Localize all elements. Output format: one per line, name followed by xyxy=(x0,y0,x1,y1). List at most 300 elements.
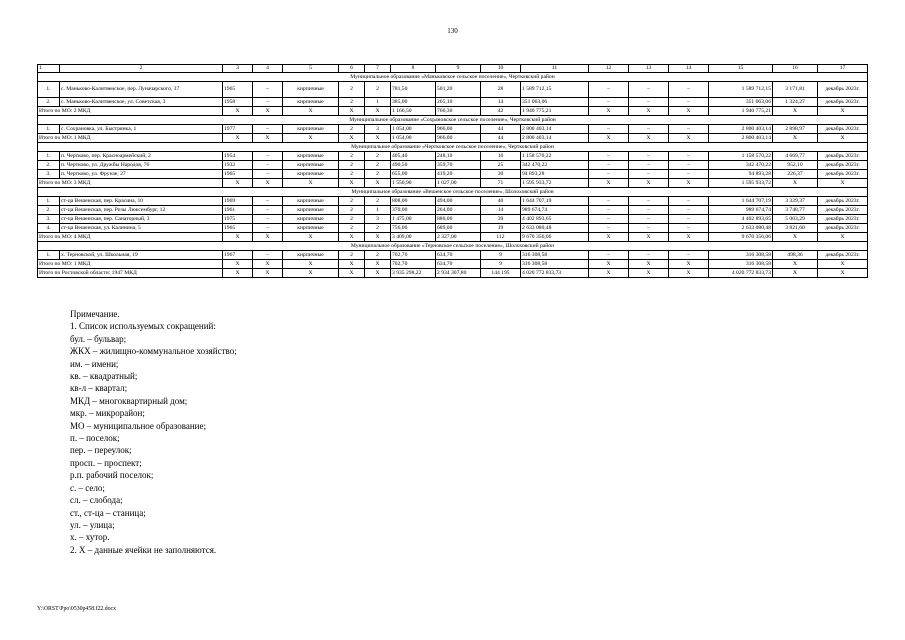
total-cell: X xyxy=(339,107,365,116)
table-cell-c8: 1 054,00 xyxy=(391,125,436,134)
table-cell-c17: декабрь 2023г. xyxy=(818,251,868,260)
table-cell-c13: – xyxy=(629,224,669,233)
total-cell: X xyxy=(589,179,629,188)
table-cell-c7: 3 xyxy=(365,215,391,224)
table-cell-c11: 2 633 080,48 xyxy=(521,224,589,233)
table-cell-c10: 40 xyxy=(481,197,521,206)
table-cell-addr: п. Чертково, ул. Фрунзе, 27 xyxy=(60,170,223,179)
total-cell: 2 800 403,14 xyxy=(709,134,773,143)
table-cell-c4: – xyxy=(253,152,283,161)
table-cell-c16: 5 003,29 xyxy=(773,215,818,224)
total-cell: 1 595 933,72 xyxy=(521,179,589,188)
total-cell: 9 670 356,06 xyxy=(521,233,589,242)
total-cell: 3 409,00 xyxy=(391,233,436,242)
table-cell-c7: 3 xyxy=(365,125,391,134)
table-cell-year: 1954 xyxy=(223,152,253,161)
table-cell-c9: 966,00 xyxy=(436,125,481,134)
table-cell-year: 1965 xyxy=(223,170,253,179)
table-cell-n: 1. xyxy=(38,152,60,161)
table-cell-c6: 2 xyxy=(339,82,365,98)
note-line: МО – муниципальное образование; xyxy=(70,420,206,431)
table-cell-year: 1977 xyxy=(223,125,253,134)
table-row xyxy=(38,125,868,134)
column-number-cell: 2 xyxy=(60,65,223,73)
table-cell-c6: 2 xyxy=(339,161,365,170)
table-row xyxy=(38,251,868,260)
table-cell-c16: 952,10 xyxy=(773,161,818,170)
total-cell: 2 327,00 xyxy=(436,233,481,242)
table-cell-c12: – xyxy=(589,224,629,233)
table-cell-c9: 689,00 xyxy=(436,224,481,233)
table-cell-c13: – xyxy=(629,125,669,134)
table-cell-mat: кирпичные xyxy=(283,152,339,161)
table-cell-year: 1958 xyxy=(223,98,253,107)
total-cell: X xyxy=(669,134,709,143)
column-number-cell: 17 xyxy=(818,65,868,73)
table-cell-c4: – xyxy=(253,215,283,224)
total-cell: X xyxy=(773,107,818,116)
table-cell-c8: 781,50 xyxy=(391,82,436,98)
section-title: Муниципальное образование «Терновское сельское поселение», Шолоховский район xyxy=(38,242,868,251)
table-cell-c14: – xyxy=(669,82,709,98)
table-cell-c8: 702,70 xyxy=(391,251,436,260)
table-cell-c14: – xyxy=(669,125,709,134)
total-cell: X xyxy=(669,233,709,242)
table-cell-c12: – xyxy=(589,251,629,260)
table-cell-c8: 655,00 xyxy=(391,170,436,179)
table-cell-c15: 316 308,58 xyxy=(709,251,773,260)
note-line: им. – имени; xyxy=(70,358,119,369)
table-cell-addr: с. Сохрановка, ул. Быстрянка, 1 xyxy=(60,125,223,134)
register-table xyxy=(37,64,868,278)
table-row xyxy=(38,197,868,206)
table-cell-addr: п. Чертково, пер. Красноармейский, 2 xyxy=(60,152,223,161)
column-number-cell: 10 xyxy=(481,65,521,73)
total-cell: X xyxy=(629,107,669,116)
section-title: Муниципальное образование «Вешенское сельское поселение», Шолоховский район xyxy=(38,188,868,197)
total-cell: X xyxy=(283,269,339,278)
column-number-cell: 15 xyxy=(709,65,773,73)
table-cell-c16: 498,36 xyxy=(773,251,818,260)
table-cell-c13: – xyxy=(629,152,669,161)
table-cell-c14: – xyxy=(669,98,709,107)
table-cell-c4: – xyxy=(253,98,283,107)
table-cell-n: 2. xyxy=(38,98,60,107)
total-cell: X xyxy=(589,134,629,143)
total-label: Итого по МО: 2 МКД xyxy=(38,107,223,116)
total-cell: X xyxy=(283,260,339,269)
section-title-row xyxy=(38,116,868,125)
total-cell: X xyxy=(773,260,818,269)
table-cell-c8: 808,00 xyxy=(391,197,436,206)
total-cell: X xyxy=(365,233,391,242)
table-cell-mat: кирпичные xyxy=(283,206,339,215)
total-cell: X xyxy=(818,260,868,269)
table-cell-c12: – xyxy=(589,215,629,224)
register-table-wrap xyxy=(37,64,867,278)
total-cell: 1 595 933,72 xyxy=(709,179,773,188)
table-cell-addr: ст-ца Вешенская, пер. Розы Люксембург, 12 xyxy=(60,206,223,215)
table-cell-addr: ст-ца Вешенская, пер. Красина, 10 xyxy=(60,197,223,206)
column-number-cell: 5 xyxy=(283,65,339,73)
table-cell-c9: 264,00 xyxy=(436,206,481,215)
table-row xyxy=(38,98,868,107)
section-title: Муниципальное образование «Сохрановское сельское поселение», Чертковский район xyxy=(38,116,868,125)
total-cell: X xyxy=(818,269,868,278)
table-cell-c17: декабрь 2023г. xyxy=(818,82,868,98)
note-line: ст., ст-ца – станица; xyxy=(70,507,146,518)
table-cell-mat: кирпичные xyxy=(283,251,339,260)
table-cell-c11: 351 063,06 xyxy=(521,98,589,107)
total-label: Итого по Ростовской области: 1947 МКД xyxy=(38,269,223,278)
table-cell-n: 3. xyxy=(38,215,60,224)
table-cell-c17: декабрь 2023г. xyxy=(818,161,868,170)
section-title: Муниципальное образование «Чертковское сельское поселение», Чертковский район xyxy=(38,143,868,152)
note-line: МКД – многоквартирный дом; xyxy=(70,395,188,406)
table-cell-c17: декабрь 2023г. xyxy=(818,206,868,215)
total-cell: X xyxy=(339,134,365,143)
table-cell-c11: 342 470,22 xyxy=(521,161,589,170)
table-cell-c13: – xyxy=(629,215,669,224)
table-cell-c9: 501,20 xyxy=(436,82,481,98)
table-cell-c17: декабрь 2023г. xyxy=(818,170,868,179)
table-cell-c12: – xyxy=(589,98,629,107)
total-cell: X xyxy=(253,260,283,269)
total-cell: X xyxy=(223,107,253,116)
note-line: сл. – слобода; xyxy=(70,495,123,506)
note-line: х. – хутор. xyxy=(70,532,110,543)
file-path-footer: Y:\ORST\Ppo\0530p458.f22.docx xyxy=(37,606,117,612)
column-number-cell: 13 xyxy=(629,65,669,73)
table-cell-c15: 1 589 712,15 xyxy=(709,82,773,98)
table-cell-c17: декабрь 2023г. xyxy=(818,125,868,134)
table-cell-c15: 342 470,22 xyxy=(709,161,773,170)
table-cell-n: 2. xyxy=(38,206,60,215)
table-cell-n: 3. xyxy=(38,170,60,179)
total-cell: X xyxy=(818,179,868,188)
section-total-row xyxy=(38,233,868,242)
table-cell-c12: – xyxy=(589,161,629,170)
total-cell: 4 020 772 833,73 xyxy=(709,269,773,278)
total-cell: X xyxy=(589,233,629,242)
table-cell-mat: кирпичные xyxy=(283,82,339,98)
note-line: с. – село; xyxy=(70,482,105,493)
table-cell-c9: 248,10 xyxy=(436,152,481,161)
total-cell: X xyxy=(223,269,253,278)
note-line: 2. Х – данные ячейки не заполняются. xyxy=(70,544,217,555)
total-cell: X xyxy=(773,179,818,188)
table-cell-c16: 3 329,37 xyxy=(773,197,818,206)
table-cell-c8: 1 475,00 xyxy=(391,215,436,224)
table-cell-c4: – xyxy=(253,82,283,98)
total-cell: X xyxy=(669,179,709,188)
table-cell-c6: 2 xyxy=(339,215,365,224)
column-number-cell: 7 xyxy=(365,65,391,73)
table-cell-c7: 2 xyxy=(365,197,391,206)
note-line: р.п. рабочий поселок; xyxy=(70,470,154,481)
table-cell-addr: с. Маньково-Калитвенское, пер. Луначарского, 37 xyxy=(60,82,223,98)
table-cell-addr: ст-ца Вешенская, пер. Санаторный, 3 xyxy=(60,215,223,224)
note-line: 1. Список используемых сокращений: xyxy=(70,321,216,332)
total-cell: 634,70 xyxy=(436,260,481,269)
table-cell-c14: – xyxy=(669,215,709,224)
table-cell-c6: 2 xyxy=(339,125,365,134)
total-cell: 1 166,50 xyxy=(391,107,436,116)
table-cell-c7: 1 xyxy=(365,206,391,215)
total-cell: X xyxy=(669,269,709,278)
section-total-row xyxy=(38,179,868,188)
column-number-cell: 9 xyxy=(436,65,481,73)
total-cell: X xyxy=(773,233,818,242)
table-cell-c16: 3 821,60 xyxy=(773,224,818,233)
table-cell-mat: кирпичные xyxy=(283,215,339,224)
total-cell: 4 020 772 833,73 xyxy=(521,269,589,278)
section-total-row xyxy=(38,107,868,116)
table-cell-c9: 634,70 xyxy=(436,251,481,260)
table-cell-year: 1967 xyxy=(223,251,253,260)
table-cell-c14: – xyxy=(669,224,709,233)
column-number-cell: 12 xyxy=(589,65,629,73)
note-line: кв. – квадратный; xyxy=(70,371,138,382)
table-cell-mat: кирпичные xyxy=(283,197,339,206)
table-cell-c9: 880,00 xyxy=(436,215,481,224)
total-label: Итого по МО: 1 МКД xyxy=(38,134,223,143)
total-cell: X xyxy=(253,107,283,116)
grand-total-row xyxy=(38,269,868,278)
table-cell-n: 1. xyxy=(38,125,60,134)
table-cell-addr: ст-ца Вешенская, ул. Калинина, 5 xyxy=(60,224,223,233)
table-cell-year: 1965 xyxy=(223,224,253,233)
notes-list xyxy=(70,320,237,556)
column-number-cell: 1 xyxy=(38,65,60,73)
table-cell-c9: 359,70 xyxy=(436,161,481,170)
total-cell: X xyxy=(339,233,365,242)
table-cell-c7: 2 xyxy=(365,161,391,170)
table-cell-c11: 2 800 403,14 xyxy=(521,125,589,134)
total-cell: X xyxy=(818,233,868,242)
table-cell-c11: 94 893,28 xyxy=(521,170,589,179)
total-cell: X xyxy=(773,134,818,143)
table-cell-c6: 2 xyxy=(339,197,365,206)
table-cell-c12: – xyxy=(589,152,629,161)
table-cell-c4: – xyxy=(253,125,283,134)
total-cell: 2 800 403,14 xyxy=(521,134,589,143)
total-cell: X xyxy=(339,179,365,188)
table-cell-c16: 1 324,27 xyxy=(773,98,818,107)
note-line: пер. – переулок; xyxy=(70,445,132,456)
total-cell: X xyxy=(629,260,669,269)
total-cell: X xyxy=(589,260,629,269)
section-title-row xyxy=(38,188,868,197)
notes-title: Примечание. xyxy=(70,309,120,319)
table-cell-c10: 14 xyxy=(481,98,521,107)
total-cell: 316 308,58 xyxy=(521,260,589,269)
column-number-row xyxy=(38,65,868,73)
table-cell-c14: – xyxy=(669,206,709,215)
table-cell-c8: 370,00 xyxy=(391,206,436,215)
table-cell-c8: 490,50 xyxy=(391,161,436,170)
total-cell: 316 308,58 xyxy=(709,260,773,269)
table-cell-mat: кирпичные xyxy=(283,161,339,170)
table-cell-n: 1. xyxy=(38,251,60,260)
table-cell-c8: 405,40 xyxy=(391,152,436,161)
table-cell-c11: 1 644 707,19 xyxy=(521,197,589,206)
total-cell: X xyxy=(629,233,669,242)
total-cell: X xyxy=(589,107,629,116)
note-line: кв-л – квартал; xyxy=(70,383,128,394)
table-row xyxy=(38,224,868,233)
table-row xyxy=(38,82,868,98)
table-cell-c13: – xyxy=(629,197,669,206)
section-title-row xyxy=(38,143,868,152)
table-cell-c7: 1 xyxy=(365,98,391,107)
note-line: ЖКХ – жилищно-коммунальное хозяйство; xyxy=(70,346,237,357)
table-cell-c4: – xyxy=(253,170,283,179)
total-cell: X xyxy=(253,233,283,242)
total-cell: 1 054,00 xyxy=(391,134,436,143)
column-number-cell: 3 xyxy=(223,65,253,73)
total-cell: X xyxy=(589,269,629,278)
total-cell: 42 xyxy=(481,107,521,116)
table-cell-c11: 1 158 570,22 xyxy=(521,152,589,161)
total-cell: X xyxy=(223,179,253,188)
table-cell-n: 4. xyxy=(38,224,60,233)
total-label: Итого по МО: 1 МКД xyxy=(38,260,223,269)
note-line: ул. – улица; xyxy=(70,519,115,530)
table-cell-c10: 28 xyxy=(481,82,521,98)
table-row xyxy=(38,170,868,179)
table-cell-n: 2. xyxy=(38,161,60,170)
total-label: Итого по МО: 4 МКД xyxy=(38,233,223,242)
total-cell: 1 027,00 xyxy=(436,179,481,188)
table-cell-c4: – xyxy=(253,161,283,170)
table-cell-c15: 2 800 403,14 xyxy=(709,125,773,134)
table-cell-c17: декабрь 2023г. xyxy=(818,152,868,161)
table-cell-c4: – xyxy=(253,224,283,233)
total-cell: X xyxy=(283,134,339,143)
table-cell-c7: 2 xyxy=(365,152,391,161)
table-cell-addr: х. Терновской, ул. Школьная, 19 xyxy=(60,251,223,260)
table-cell-c11: 989 674,74 xyxy=(521,206,589,215)
total-cell: X xyxy=(818,134,868,143)
total-cell: X xyxy=(223,134,253,143)
table-cell-c17: декабрь 2023г. xyxy=(818,197,868,206)
table-row xyxy=(38,206,868,215)
table-cell-c16: 2 898,97 xyxy=(773,125,818,134)
total-cell: X xyxy=(365,260,391,269)
total-cell: 9 670 356,06 xyxy=(709,233,773,242)
table-cell-c14: – xyxy=(669,170,709,179)
total-cell: X xyxy=(283,179,339,188)
total-cell: 1 940 775,21 xyxy=(709,107,773,116)
note-line: мкр. – микрорайон; xyxy=(70,408,145,419)
table-cell-c17: декабрь 2023г. xyxy=(818,98,868,107)
table-cell-c17: декабрь 2023г. xyxy=(818,215,868,224)
table-cell-c13: – xyxy=(629,170,669,179)
total-cell: 2 934 307,80 xyxy=(436,269,481,278)
table-cell-c15: 4 402 893,65 xyxy=(709,215,773,224)
table-cell-year: 1965 xyxy=(223,82,253,98)
table-cell-c15: 2 633 080,48 xyxy=(709,224,773,233)
table-cell-c6: 2 xyxy=(339,98,365,107)
section-title: Муниципальное образование «Маньковское сельское поселение», Чертковский район xyxy=(38,73,868,82)
section-title-row xyxy=(38,73,868,82)
table-cell-c12: – xyxy=(589,125,629,134)
table-cell-c13: – xyxy=(629,82,669,98)
total-cell: 112 xyxy=(481,233,521,242)
table-cell-year: 1932 xyxy=(223,161,253,170)
table-cell-c14: – xyxy=(669,161,709,170)
table-cell-c12: – xyxy=(589,82,629,98)
table-cell-c6: 2 xyxy=(339,251,365,260)
table-row xyxy=(38,152,868,161)
total-cell: X xyxy=(253,134,283,143)
table-cell-c7: 2 xyxy=(365,224,391,233)
table-cell-mat: кирпичные xyxy=(283,170,339,179)
table-cell-c10: 19 xyxy=(481,224,521,233)
total-cell: X xyxy=(223,260,253,269)
column-number-cell: 8 xyxy=(391,65,436,73)
table-cell-c15: 989 674,74 xyxy=(709,206,773,215)
table-cell-c14: – xyxy=(669,251,709,260)
table-cell-c12: – xyxy=(589,197,629,206)
table-cell-c13: – xyxy=(629,161,669,170)
section-total-row xyxy=(38,260,868,269)
total-cell: X xyxy=(669,260,709,269)
table-row xyxy=(38,161,868,170)
table-cell-c11: 316 308,58 xyxy=(521,251,589,260)
table-cell-mat: кирпичные xyxy=(283,125,339,134)
total-cell: 1 940 775,21 xyxy=(521,107,589,116)
table-cell-c4: – xyxy=(253,251,283,260)
total-cell: X xyxy=(365,107,391,116)
table-cell-c15: 94 893,28 xyxy=(709,170,773,179)
table-cell-c10: 25 xyxy=(481,161,521,170)
total-cell: X xyxy=(283,107,339,116)
total-cell: X xyxy=(339,269,365,278)
note-line: просп. – проспект; xyxy=(70,457,142,468)
section-title-row xyxy=(38,242,868,251)
table-cell-c7: 2 xyxy=(365,82,391,98)
table-cell-c10: 44 xyxy=(481,125,521,134)
table-cell-c13: – xyxy=(629,206,669,215)
table-cell-mat: кирпичные xyxy=(283,224,339,233)
table-cell-c12: – xyxy=(589,170,629,179)
total-cell: X xyxy=(818,107,868,116)
total-label: Итого по МО: 3 МКД xyxy=(38,179,223,188)
total-cell: 44 xyxy=(481,134,521,143)
table-cell-c9: 265,10 xyxy=(436,98,481,107)
table-cell-c13: – xyxy=(629,251,669,260)
table-cell-c9: 494,00 xyxy=(436,197,481,206)
table-cell-n: 1. xyxy=(38,197,60,206)
table-cell-c10: 39 xyxy=(481,215,521,224)
table-cell-c9: 419,20 xyxy=(436,170,481,179)
table-cell-addr: п. Чертково, ул. Дружбы Народов, 76 xyxy=(60,161,223,170)
column-number-cell: 4 xyxy=(253,65,283,73)
table-cell-c10: 16 xyxy=(481,152,521,161)
page-number: 130 xyxy=(447,27,458,35)
table-cell-c14: – xyxy=(669,152,709,161)
table-cell-c14: – xyxy=(669,197,709,206)
table-cell-c6: 2 xyxy=(339,206,365,215)
table-cell-c6: 2 xyxy=(339,224,365,233)
table-cell-c15: 1 644 707,19 xyxy=(709,197,773,206)
table-cell-c16: 4 669,77 xyxy=(773,152,818,161)
total-cell: X xyxy=(669,107,709,116)
table-cell-c6: 2 xyxy=(339,170,365,179)
section-total-row xyxy=(38,134,868,143)
